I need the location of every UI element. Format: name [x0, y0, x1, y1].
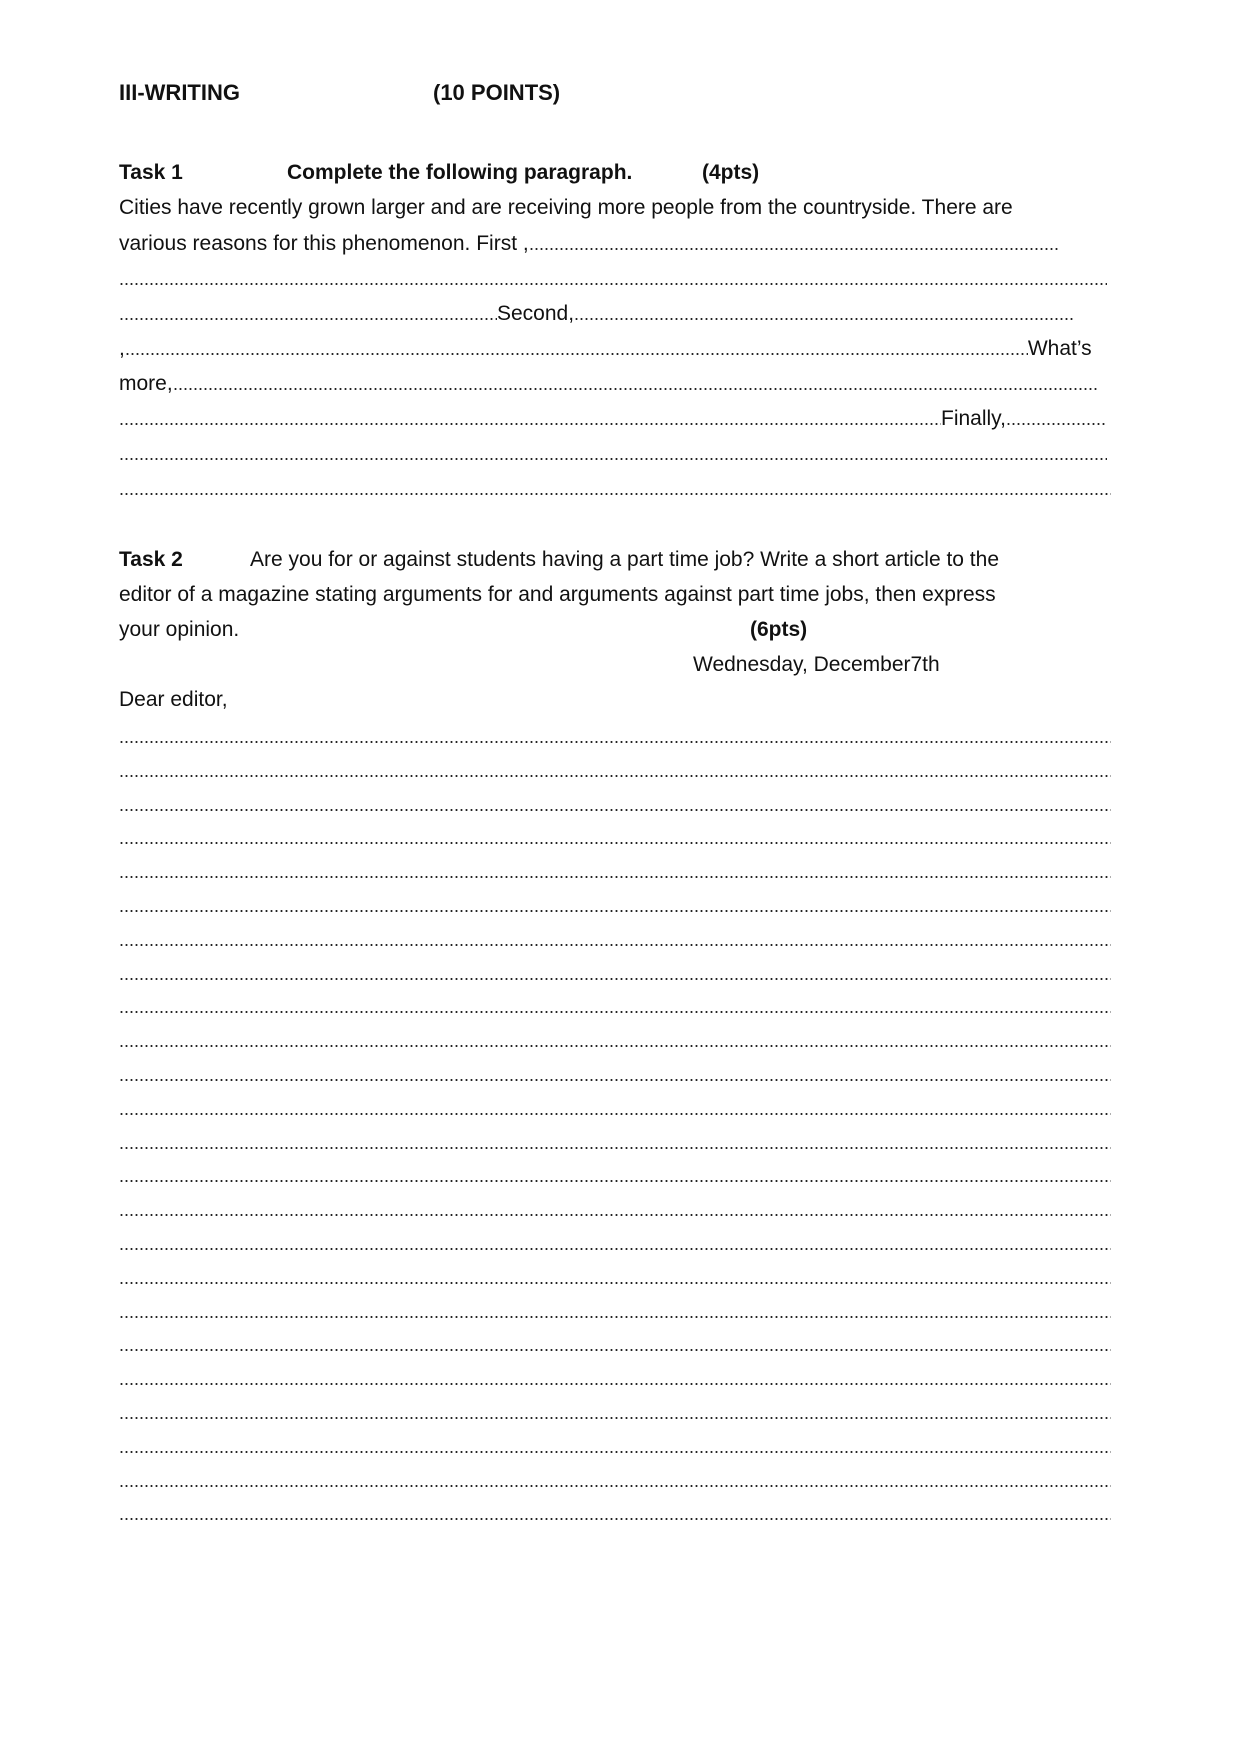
task1-text-line1: Cities have recently grown larger and are receiving more people from the countryside. There are [119, 196, 1013, 219]
task1-finally: Finally, [941, 407, 1006, 430]
writing-line [119, 977, 1111, 981]
answer-dots [125, 352, 1028, 356]
writing-line [119, 740, 1111, 744]
task1-fill-line-4: , What’s [119, 337, 1092, 360]
task2-prompt-line1: Are you for or against students having a part time job? Write a short article to the [250, 548, 999, 571]
writing-line [119, 1044, 1111, 1048]
writing-line [119, 841, 1111, 845]
writing-line [119, 1112, 1111, 1116]
task1-whats: What’s [1027, 337, 1092, 360]
writing-line [119, 1213, 1111, 1217]
task2-label: Task 2 [119, 548, 183, 571]
answer-dots [119, 457, 1107, 461]
task1-label: Task 1 [119, 161, 183, 184]
task1-more: more, [119, 372, 173, 395]
answer-dots [574, 317, 1074, 321]
answer-dots [173, 387, 1098, 391]
task1-text-line2: various reasons for this phenomenon. First , [119, 232, 529, 255]
task1-second: Second, [497, 302, 575, 325]
writing-line [119, 1315, 1111, 1319]
task2-points: (6pts) [750, 618, 808, 641]
writing-line [119, 943, 1111, 947]
writing-line [119, 909, 1111, 913]
answer-dots [119, 282, 1107, 286]
task1-fill-line-3 [119, 298, 1099, 326]
section-title: III-WRITING [119, 80, 240, 105]
writing-line [119, 1010, 1111, 1014]
answer-dots [529, 247, 1059, 251]
writing-line [119, 1179, 1111, 1183]
writing-line [119, 1348, 1111, 1352]
letter-salutation: Dear editor, [119, 688, 228, 711]
answer-dots [1006, 422, 1106, 426]
writing-line [119, 1517, 1111, 1521]
task2-prompt-line2: editor of a magazine stating arguments for and arguments against part time jobs, then express [119, 583, 996, 606]
writing-line [119, 808, 1111, 812]
task2-prompt-line3: your opinion. [119, 618, 240, 641]
writing-line [119, 1416, 1111, 1420]
task1-fill-line-6 [119, 403, 1114, 431]
writing-line [119, 1146, 1111, 1150]
writing-line [119, 1484, 1111, 1488]
writing-line [119, 1281, 1111, 1285]
task1-fill-line-1 [119, 228, 1099, 256]
task1-points: (4pts) [702, 161, 760, 184]
section-points: (10 POINTS) [433, 80, 561, 105]
writing-line [119, 1450, 1111, 1454]
writing-line [119, 1382, 1111, 1386]
writing-line [119, 1078, 1111, 1082]
answer-dots [119, 422, 941, 426]
writing-line [119, 875, 1111, 879]
writing-line [119, 1247, 1111, 1251]
letter-date: Wednesday, December7th [693, 653, 940, 676]
answer-dots [119, 492, 1111, 496]
task1-instruction: Complete the following paragraph. [287, 161, 633, 184]
answer-dots [119, 317, 497, 321]
task1-fill-line-5 [119, 368, 1114, 396]
writing-line [119, 774, 1111, 778]
